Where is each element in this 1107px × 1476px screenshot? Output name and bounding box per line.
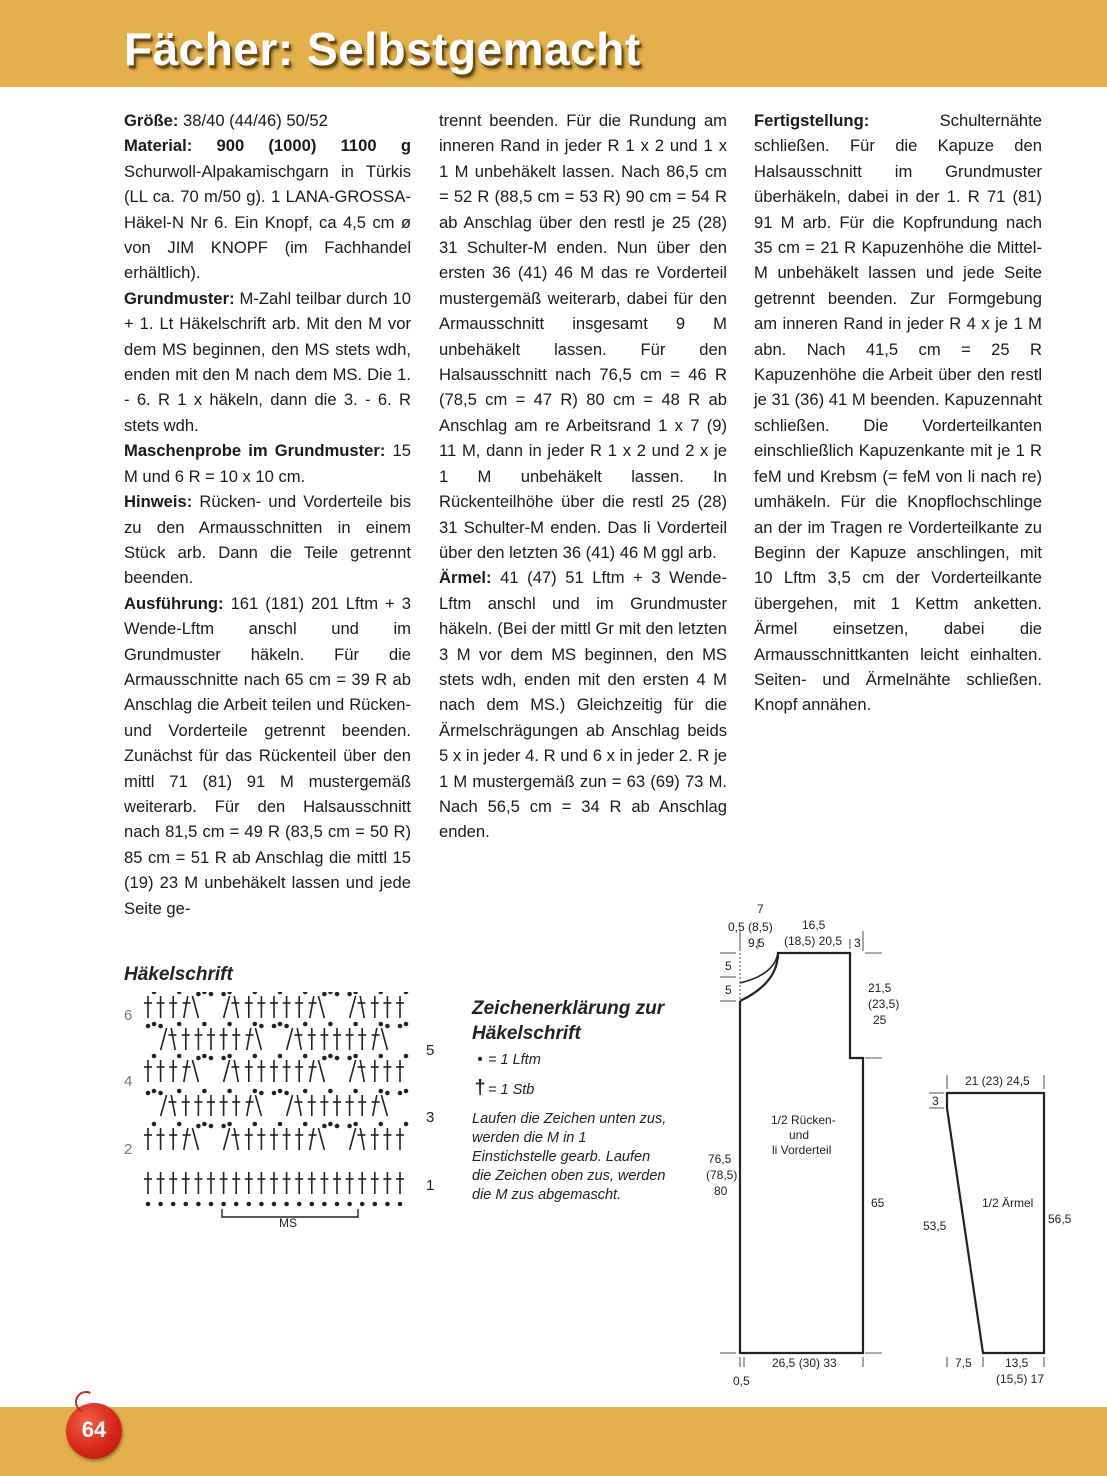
chain-stitch-mark [386,1092,389,1095]
chain-stitch-mark [147,1203,150,1206]
dim-length-1: 76,5 [708,1152,732,1166]
chain-stitch-mark [304,1023,307,1026]
paragraph [124,489,411,591]
chain-stitch-mark [348,993,351,996]
treble-stitch-mark [360,996,364,1018]
dim-top-7: 7 [757,902,764,916]
chain-stitch-mark [405,1055,408,1058]
chain-stitch-mark [273,1092,276,1095]
chain-stitch-mark [153,1123,156,1126]
dim-top-shoulder-1: 16,5 [802,918,826,932]
treble-stitch-mark [310,1128,314,1150]
chain-stitch-mark [253,1090,256,1093]
chain-stitch-mark [178,1055,181,1058]
paragraph-label: Fertigstellung: [754,111,870,130]
treble-stitch-mark [184,1060,188,1082]
paragraph-text: M-Zahl teilbar durch 10 + 1. Lt Häkelschrift arb. Mit den M vor dem MS beginnen, den MS stets wdh, enden mit den M nach dem MS. Die 1. - 6. R 1 x häkeln, dann die 3. - 6. R stets wdh. [124,288,411,435]
chain-stitch-mark [210,1057,213,1060]
chain-stitch-mark [253,1023,256,1026]
dim-bottom-width: 26,5 (30) 33 [772,1356,837,1370]
chain-stitch-mark [285,1092,288,1095]
neck-curve-inner [740,953,778,983]
treble-stitch-icon: † [474,1077,486,1099]
treble-stitch-mark [360,1128,364,1150]
chain-stitch-mark [203,1123,206,1126]
chain-stitch-mark [329,1090,332,1093]
chain-stitch-mark [153,992,156,994]
chain-stitch-mark [203,1090,206,1093]
treble-stitch-mark [234,996,238,1018]
crochet-chart-title: Häkelschrift [124,964,233,985]
chain-stitch-mark [298,1203,301,1206]
treble-stitch-mark [184,996,188,1018]
chain-stitch-mark [354,1123,357,1126]
chain-stitch-mark [323,1203,326,1206]
chain-stitch-mark [178,1090,181,1093]
chain-stitch-mark [336,1203,339,1206]
chain-stitch-mark [405,1023,408,1026]
dim-arm-1: 21,5 [868,981,892,995]
chain-stitch-mark [222,1057,225,1060]
page-title: Fächer: Selbstgemacht [124,23,641,75]
legend-item-text: = 1 Stb [488,1082,535,1098]
chain-stitch-mark [228,1055,231,1058]
chain-stitch-mark [323,1125,326,1128]
dim-arm-2: (23,5) [868,997,900,1011]
legend-item-chain [472,1052,541,1068]
treble-stitch-mark [184,1128,188,1150]
chain-stitch-mark [329,1055,332,1058]
fan-stitch-mark [287,1028,293,1050]
legend-title-line-2: Häkelschrift [472,1023,581,1044]
dim-top-shoulder-2: (18,5) 20,5 [784,934,843,948]
fan-stitch-mark [224,1128,230,1150]
paragraph-text: Schulternähte schließen. Für die Kapuze den Halsausschnitt im Grundmuster überhäkeln, dabei in der 1. R 71 (81) 91 M arb. Für die Kopfrundung nach 35 cm = 21 R Kapuzenhöhe die Mittel-M unbehäkelt lassen und jede Seite getrennt beenden. Zur Formgebung am inneren Rand in jeder R 4 x je 1 M abn. Nach 41,5 cm = 25 R Kapuzenhöhe die Arbeit über den restl je 31 (36) 41 M beenden. Kapuzennaht schließen. Die Vorderteilkanten einschließlich Kapuzenkante mit je 1 R feM und Krebsm (= feM von li nach re) umhäkeln. Für die Knopflochschlinge an der im Tragen re Vorderteilkante zu Beginn der Kapuze anschlingen, mit 10 Lftm 3,5 cm der Vorderteilkante übergehen, mit 1 Kettm anketten. Ärmel einsetzen, dabei die Armausschnittkanten leicht einhalten. Seiten- und Ärmelnähte schließen. Knopf annähen. [754,111,1042,715]
treble-stitch-mark [373,1095,377,1116]
fan-stitch-mark [318,996,324,1018]
paragraph-text: 161 (181) 201 Lftm + 3 Wende-Lftm anschl und im Grundmuster häkeln. Für die Armausschnitte nach 65 cm = 39 R ab Anschlag die Arbeit teilen und Rücken- und Vorderteile getrennt beenden. Zunächst für das Rückenteil über den mittl 71 (81) 91 M mustergemäß weiterarb. Für den Halsausschnitt nach 81,5 cm = 49 R (83,5 cm = 50 R) 85 cm = 51 R ab Anschlag die mittl 15 (19) 23 M unbehäkelt lassen und jede Seite ge- [124,593,411,918]
paragraph-text: 41 (47) 51 Lftm + 3 Wende-Lftm anschl und im Grundmuster häkeln. (Bei der mittl Gr mit den letzten 3 M vor dem MS beginnen, den MS stets wdh, enden mit den ersten 4 M nach dem MS.) Gleichzeitig für die Ärmelschrägungen ab Anschlag beids 5 x in jeder 4. R und 6 x in jeder 2. R je 1 M mustergemäß zun = 63 (69) 73 M. Nach 56,5 cm = 34 R ab Anschlag enden. [439,568,727,842]
dim-length-3: 80 [714,1184,728,1198]
chain-stitch-mark [373,1203,376,1206]
dim-side-5b: 5 [725,983,732,997]
chain-stitch-mark [405,1090,408,1093]
chain-stitch-mark [310,1203,313,1206]
fan-stitch-mark [318,1128,324,1150]
chain-stitch-mark [336,1125,339,1128]
paragraph-label: Material: 900 (1000) 1100 g [124,136,411,156]
chain-stitch-mark [399,1025,402,1028]
chain-stitch-mark [153,1023,156,1026]
dim-arm-3: 25 [873,1013,887,1027]
chain-stitch-mark [147,1092,150,1095]
fan-stitch-mark [192,1128,198,1150]
chain-stitch-mark [178,1123,181,1126]
treble-stitch-mark [247,1028,251,1050]
footer-band [0,1407,1107,1476]
sleeve-label: 1/2 Ärmel [982,1196,1034,1210]
chain-stitch-mark [279,1055,282,1058]
chain-stitch-mark [329,1023,332,1026]
chain-stitch-mark [273,1203,276,1206]
chain-stitch-mark [323,993,326,996]
chain-stitch-mark [147,1025,150,1028]
chain-stitch-mark [184,1203,187,1206]
dim-sleeve-bottom-w2: (15,5) 17 [996,1372,1045,1386]
legend-item-treble [472,1077,534,1100]
treble-stitch-mark [234,1128,238,1150]
chain-stitch-mark [329,992,332,994]
schematic-diagrams [700,895,1100,1395]
legend-item-text: = 1 Lftm [488,1052,541,1068]
chain-stitch-mark [354,1090,357,1093]
fan-stitch-mark [192,996,198,1018]
paragraph [124,133,411,285]
chain-stitch-mark [197,1203,200,1206]
chain-stitch-mark [210,1125,213,1128]
chain-stitch-mark [304,1090,307,1093]
chain-stitch-mark [260,1092,263,1095]
dim-top-3: 3 [854,936,861,950]
chain-stitch-mark [405,1123,408,1126]
dim-top-neck: 0,5 (8,5) [728,920,773,934]
chain-stitch-mark [348,1203,351,1206]
fan-stitch-mark [381,1028,387,1050]
chain-stitch-mark [159,1203,162,1206]
dim-sleeve-bottom-w1: 13,5 [1005,1356,1029,1370]
chain-stitch-mark [329,1123,332,1126]
chain-stitch-mark [178,992,181,994]
chain-stitch-mark [285,1203,288,1206]
chain-stitch-mark [279,1123,282,1126]
fan-stitch-mark [381,1095,387,1116]
treble-stitch-mark [171,1095,175,1116]
chain-stitch-mark [279,1023,282,1026]
chain-stitch-mark [323,1057,326,1060]
paragraph-text: 15 M und 6 R = 10 x 10 cm. [124,441,411,486]
chain-stitch-mark [336,993,339,996]
row-number-2: 2 [124,1141,133,1158]
chain-stitch-mark [336,1057,339,1060]
text-column-3 [754,108,1042,718]
legend-title [472,996,702,1046]
paragraph [754,108,1042,718]
chain-stitch-mark [379,1055,382,1058]
treble-stitch-mark [373,1028,377,1050]
chain-stitch-mark [386,1203,389,1206]
dim-top-95: 9,5 [748,936,765,950]
treble-stitch-mark [310,1060,314,1082]
row-number-1: 1 [426,1177,435,1194]
chain-stitch-mark [379,1123,382,1126]
paragraph-text: Rücken- und Vorderteile bis zu den Armausschnitten in einem Stück arb. Dann die Teile getrennt beenden. [124,492,411,588]
chain-stitch-mark [279,992,282,994]
chain-stitch-mark [172,1203,175,1206]
chain-stitch-mark [379,992,382,994]
chain-stitch-mark [260,1025,263,1028]
dim-sleeve-top-width: 21 (23) 24,5 [965,1074,1030,1088]
chain-stitch-mark [203,992,206,994]
chain-stitch-mark [304,1055,307,1058]
chain-stitch-mark [361,1203,364,1206]
chain-stitch-mark [178,1023,181,1026]
chain-stitch-mark [197,1125,200,1128]
sleeve-outline [947,1093,1044,1353]
treble-stitch-mark [171,1028,175,1050]
fan-stitch-mark [350,996,356,1018]
dim-side-65: 65 [871,1196,885,1210]
chain-stitch-mark [379,1023,382,1026]
fan-stitch-mark [255,1095,261,1116]
chain-stitch-mark [247,1203,250,1206]
chain-stitch-mark [153,1055,156,1058]
paragraph-label: Maschenprobe im Grundmuster: [124,441,386,461]
paragraph-text: trennt beenden. Für die Rundung am inneren Rand in jeder R 1 x 2 und 1 x 1 M unbehäkelt lassen. Nach 86,5 cm = 52 R (88,5 cm = 53 R) 90 cm = 54 R ab Anschlag über den restl je 25 (28) 31 Schulter-M enden. Nun über den ersten 36 (41) 46 M das re Vorderteil mustergemäß weiterarb, dabei für den Armausschnitt insgesamt 9 M unbehäkelt lassen. Für den Halsausschnitt nach 76,5 cm = 46 R (78,5 cm = 47 R) 80 cm = 48 R ab Anschlag am re Arbeitsrand 1 x 7 (9) 11 M, dann in jeder R 1 x 2 und 2 x je 1 M unbehäkelt lassen. In Rückenteilhöhe über die restl 25 (28) 31 Schulter-M enden. Das li Vorderteil über den letzten 36 (41) 46 M ggl arb. [439,111,727,562]
chain-stitch-mark [304,992,307,994]
legend-title-line-1: Zeichenerklärung zur [472,998,665,1019]
fan-stitch-mark [350,1060,356,1082]
legend-note: Laufen die Zeichen unten zus, werden die M in 1 Einstichstelle gearb. Laufen die Zeichen oben zus, werden die M zus abgemascht. [472,1111,667,1203]
paragraph-label: Hinweis: [124,492,193,512]
chain-stitch-mark [228,992,231,994]
row-number-5: 5 [426,1042,435,1059]
chain-stitch-mark [210,1203,213,1206]
chain-stitch-mark [253,1055,256,1058]
fan-stitch-mark [161,1028,167,1050]
chain-stitch-mark [354,1055,357,1058]
chain-stitch-mark [260,1203,263,1206]
paragraph-text: 38/40 (44/46) 50/52 [178,111,328,130]
body-label-1: 1/2 Rücken- [771,1113,836,1127]
crochet-chart [120,992,450,1228]
paragraph-label: Grundmuster: [124,288,235,308]
treble-stitch-mark [297,1095,301,1116]
paragraph-label: Ärmel: [439,568,492,588]
chain-stitch-mark [253,992,256,994]
treble-stitch-mark [247,1095,251,1116]
treble-stitch-mark [310,996,314,1018]
chain-stitch-mark [348,1125,351,1128]
chain-stitch-mark [222,993,225,996]
dim-sleeve-left: 53,5 [923,1219,947,1233]
paragraph [439,108,727,565]
chain-stitch-mark [153,1090,156,1093]
chain-stitch-mark [203,1055,206,1058]
fan-stitch-mark [224,1060,230,1082]
fan-stitch-mark [161,1095,167,1116]
fan-stitch-mark [318,1060,324,1082]
chain-stitch-icon: • [477,1052,483,1068]
yarn-ball-icon [72,1388,100,1416]
paragraph [439,565,727,844]
fan-stitch-mark [287,1095,293,1116]
chain-stitch-mark [203,1023,206,1026]
body-label-2: und [789,1128,810,1142]
dim-sleeve-right: 56,5 [1048,1212,1072,1226]
paragraph-label: Größe: [124,111,179,130]
page-number: 64 [81,1417,107,1442]
fan-stitch-mark [192,1060,198,1082]
body-label-3: li Vorderteil [772,1143,832,1157]
dim-bottom-05: 0,5 [733,1374,750,1388]
chain-stitch-mark [405,992,408,994]
dim-sleeve-bottom-75: 7,5 [955,1356,972,1370]
fan-stitch-mark [255,1028,261,1050]
paragraph [124,108,411,133]
row-number-4: 4 [124,1073,133,1090]
chain-stitch-mark [379,1090,382,1093]
treble-stitch-mark [360,1060,364,1082]
chain-stitch-mark [273,1025,276,1028]
chain-stitch-mark [197,1057,200,1060]
text-column-1 [124,108,411,921]
chain-stitch-mark [228,1023,231,1026]
chain-stitch-mark [210,993,213,996]
fan-stitch-mark [224,996,230,1018]
row-number-6: 6 [124,1007,133,1024]
chain-stitch-mark [354,992,357,994]
chain-stitch-mark [197,993,200,996]
fan-stitch-mark [350,1128,356,1150]
chain-stitch-mark [253,1123,256,1126]
paragraph [124,286,411,438]
dim-length-2: (78,5) [706,1168,738,1182]
repeat-label: MS [279,1216,297,1228]
chain-stitch-mark [235,1203,238,1206]
chain-stitch-mark [228,1123,231,1126]
dim-side-5a: 5 [725,959,732,973]
chain-stitch-mark [348,1057,351,1060]
treble-stitch-mark [234,1060,238,1082]
text-column-2 [439,108,727,845]
chain-stitch-mark [399,1203,402,1206]
chain-stitch-mark [304,1123,307,1126]
chain-stitch-mark [222,1203,225,1206]
paragraph-text: Schurwoll-Alpakamischgarn in Türkis (LL ca. 70 m/50 g). 1 LANA-GROSSA-Häkel-N Nr 6. Ein Knopf, ca 4,5 cm ø von JIM KNOPF (im Fachhandel erhältlich). [124,161,411,283]
chain-stitch-mark [222,1125,225,1128]
chain-stitch-mark [228,1090,231,1093]
page-number-badge [66,1403,122,1459]
chain-stitch-mark [386,1025,389,1028]
chain-stitch-mark [159,1092,162,1095]
treble-stitch-mark [297,1028,301,1050]
paragraph [124,438,411,489]
dim-sleeve-top-3: 3 [932,1094,939,1108]
chain-stitch-mark [399,1092,402,1095]
paragraph [124,591,411,921]
row-number-3: 3 [426,1109,435,1126]
chain-stitch-mark [159,1025,162,1028]
paragraph-label: Ausführung: [124,593,224,613]
chain-stitch-mark [279,1090,282,1093]
chain-stitch-mark [285,1025,288,1028]
chain-stitch-mark [354,1023,357,1026]
